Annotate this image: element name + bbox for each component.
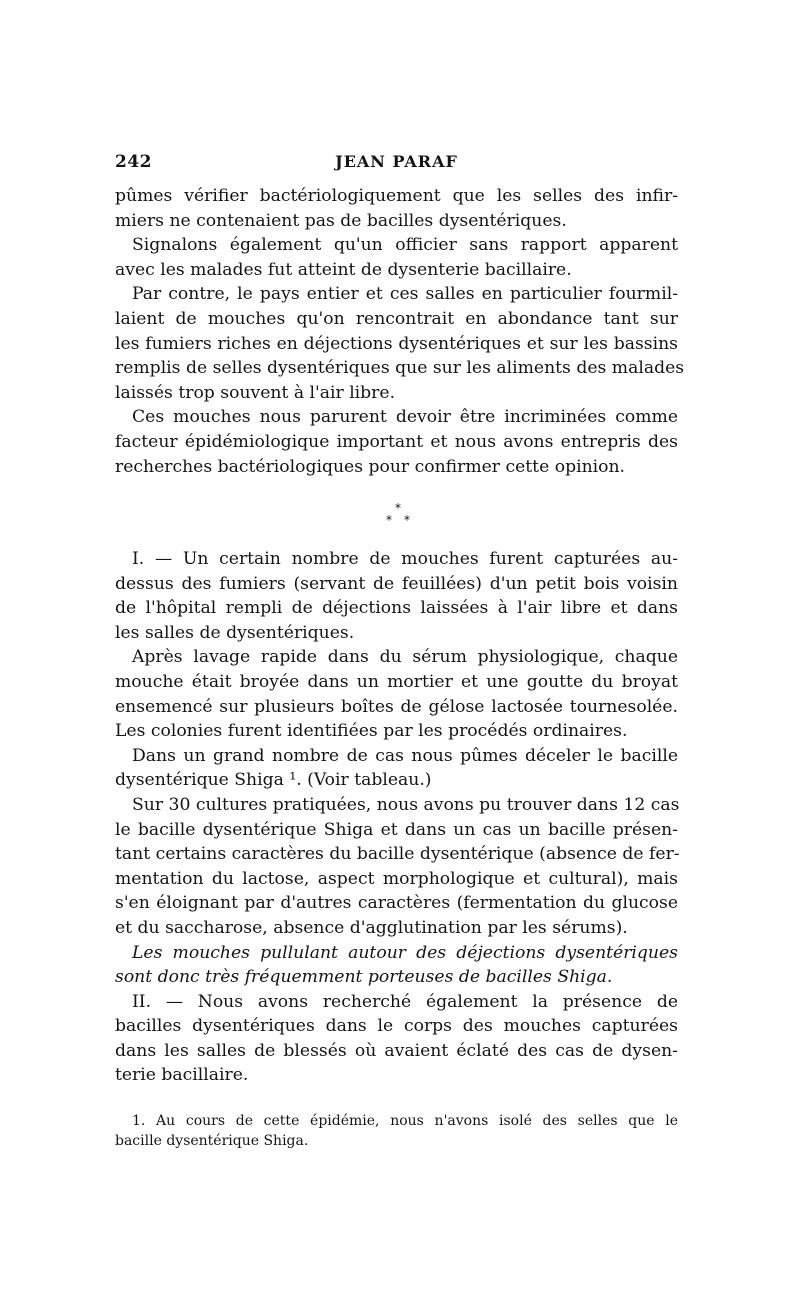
- text-line: I. — Un certain nombre de mouches furent capturées au-: [132, 549, 678, 569]
- text-line: s'en éloignant par d'autres caractères (fermentation du glucose: [115, 893, 678, 914]
- text-line: remplis de selles dysentériques que sur les aliments des malades: [115, 358, 685, 379]
- page-header: [115, 152, 678, 176]
- text-line: pûmes vérifier bactériologiquement que les selles des infir-: [115, 186, 678, 206]
- text-line: tant certains caractères du bacille dysentérique (absence de fer-: [115, 844, 680, 865]
- text-line: Après lavage rapide dans du sérum physiologique, chaque: [132, 647, 678, 668]
- footnote-line: bacille dysentérique Shiga.: [115, 1133, 309, 1149]
- text-line: dysentérique Shiga ¹. (Voir tableau.): [115, 770, 432, 791]
- text-line: Par contre, le pays entier et ces salles en particulier fourmil-: [132, 284, 678, 305]
- text-line: de l'hôpital rempli de déjections laissées à l'air libre et dans: [115, 598, 678, 619]
- body-text-block-1: [115, 184, 685, 479]
- text-line: laissés trop souvent à l'air libre.: [115, 382, 396, 403]
- text-line: dans les salles de blessés où avaient éclaté des cas de dysen-: [115, 1040, 678, 1061]
- text-line: dessus des fumiers (servant de feuillées) d'un petit bois voisin: [115, 573, 678, 594]
- asterism-star: *: [395, 501, 401, 515]
- text-line: Dans un grand nombre de cas nous pûmes déceler le bacille: [132, 745, 678, 766]
- text-line: recherches bactériologiques pour confirmer cette opinion.: [115, 456, 626, 477]
- text-line: mouche était broyée dans un mortier et une goutte du broyat: [115, 671, 678, 692]
- text-line: ensemencé sur plusieurs boîtes de gélose lactosée tournesolée.: [115, 696, 678, 717]
- text-line: Signalons également qu'un officier sans rapport apparent: [132, 235, 678, 256]
- footnote: [115, 1111, 678, 1151]
- asterism-star: *: [386, 513, 392, 527]
- text-line: le bacille dysentérique Shiga et dans un cas un bacille présen-: [115, 819, 678, 840]
- text-line: les fumiers riches en déjections dysentériques et sur les bassins: [115, 333, 678, 354]
- text-line: mentation du lactose, aspect morphologique et cultural), mais: [115, 868, 678, 889]
- text-line: sont donc très fréquemment porteuses de bacilles Shiga.: [115, 967, 613, 988]
- text-line: Les mouches pullulant autour des déjections dysentériques: [132, 942, 678, 963]
- text-line: Ces mouches nous parurent devoir être incriminées comme: [132, 407, 678, 428]
- text-line: les salles de dysentériques.: [115, 622, 355, 643]
- text-line: facteur épidémiologique important et nous avons entrepris des: [115, 431, 678, 452]
- body-text-block-2: [115, 547, 678, 1088]
- footnote-line: 1. Au cours de cette épidémie, nous n'avons isolé des selles que le: [132, 1113, 678, 1129]
- text-line: terie bacillaire.: [115, 1065, 249, 1086]
- page-number: 242: [115, 152, 152, 172]
- text-line: Les colonies furent identifiées par les procédés ordinaires.: [115, 721, 628, 742]
- asterism-star: *: [404, 513, 410, 527]
- asterism: [380, 498, 420, 528]
- text-line: avec les malades fut atteint de dysenterie bacillaire.: [115, 259, 572, 280]
- running-head: JEAN PARAF: [335, 152, 458, 171]
- text-line: Sur 30 cultures pratiquées, nous avons pu trouver dans 12 cas: [132, 794, 680, 815]
- text-line: et du saccharose, absence d'agglutination par les sérums).: [115, 917, 628, 938]
- text-line: II. — Nous avons recherché également la présence de: [132, 991, 678, 1012]
- text-line: bacilles dysentériques dans le corps des mouches capturées: [115, 1016, 678, 1037]
- text-line: miers ne contenaient pas de bacilles dysentériques.: [115, 210, 567, 231]
- text-line: laient de mouches qu'on rencontrait en abondance tant sur: [115, 308, 678, 329]
